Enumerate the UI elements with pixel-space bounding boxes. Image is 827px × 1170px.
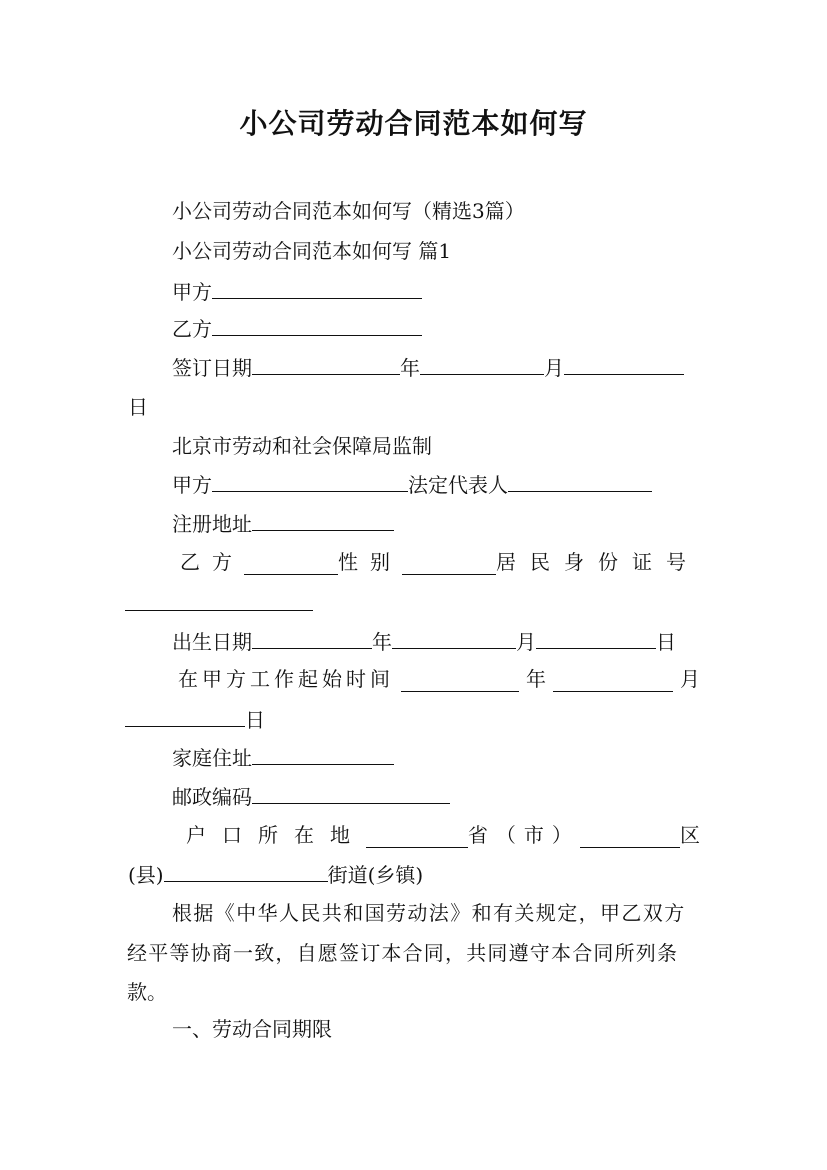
authority-line: 北京市劳动和社会保障局监制 bbox=[172, 434, 432, 458]
home-address-blank bbox=[252, 744, 394, 765]
intro-line: 小公司劳动合同范本如何写（精选3篇） bbox=[172, 199, 525, 223]
hukou-district-blank bbox=[580, 827, 680, 848]
sign-day-blank bbox=[564, 354, 684, 375]
work-start-line bbox=[178, 666, 700, 692]
province-label: 省（市） bbox=[467, 823, 580, 847]
party-a-name-blank bbox=[212, 471, 408, 492]
sign-date-line bbox=[172, 354, 684, 381]
work-start-day-blank bbox=[125, 706, 245, 727]
reg-address-label: 注册地址 bbox=[172, 512, 252, 536]
work-start-year-blank bbox=[401, 671, 519, 692]
year-label: 年 bbox=[400, 356, 420, 380]
legal-rep-blank bbox=[508, 471, 652, 492]
reg-address-line bbox=[172, 510, 394, 537]
document-title: 小公司劳动合同范本如何写 bbox=[239, 107, 588, 140]
work-start-year-label: 年 bbox=[526, 667, 546, 691]
party-a-label-2: 甲方 bbox=[172, 473, 212, 497]
work-start-month-label: 月 bbox=[680, 667, 700, 691]
party-b-name-blank bbox=[244, 554, 338, 575]
section-heading: 小公司劳动合同范本如何写 篇1 bbox=[172, 239, 452, 263]
party-b-blank bbox=[212, 315, 422, 336]
paragraph-line-1: 根据《中华人民共和国劳动法》和有关规定，甲乙双方 bbox=[172, 901, 686, 925]
paragraph-line-3: 款。 bbox=[127, 980, 167, 1004]
county-label: (县) bbox=[128, 863, 164, 887]
gender-label: 性别 bbox=[338, 550, 402, 574]
birth-month-label: 月 bbox=[516, 630, 536, 654]
hukou-street-blank bbox=[164, 861, 328, 882]
postcode-label: 邮政编码 bbox=[172, 785, 252, 809]
party-b-label-2: 乙方 bbox=[180, 550, 244, 574]
work-start-day-line bbox=[125, 706, 265, 733]
birth-date-label: 出生日期 bbox=[172, 630, 252, 654]
work-start-month-blank bbox=[553, 671, 673, 692]
party-a-blank bbox=[212, 278, 422, 299]
postcode-blank bbox=[252, 783, 450, 804]
district-label: 区 bbox=[680, 823, 700, 847]
id-number-line bbox=[125, 590, 313, 617]
hukou-line bbox=[186, 822, 700, 848]
sign-date-label: 签订日期 bbox=[172, 356, 252, 380]
birth-day-label: 日 bbox=[656, 630, 676, 654]
id-number-label: 居民身份证号 bbox=[496, 550, 700, 574]
work-start-label: 在甲方工作起始时间 bbox=[178, 667, 394, 691]
hukou-label: 户口所在地 bbox=[186, 823, 366, 847]
party-b-label: 乙方 bbox=[172, 317, 212, 341]
party-a-line bbox=[172, 278, 422, 305]
birth-day-blank bbox=[536, 628, 656, 649]
paragraph-line-2: 经平等协商一致，自愿签订本合同，共同遵守本合同所列条 bbox=[127, 941, 679, 965]
postcode-line bbox=[172, 783, 450, 810]
month-label: 月 bbox=[544, 356, 564, 380]
home-address-line bbox=[172, 744, 394, 771]
hukou-street-line bbox=[128, 861, 423, 888]
party-a-label: 甲方 bbox=[172, 280, 212, 304]
work-start-day-label: 日 bbox=[245, 708, 265, 732]
home-address-label: 家庭住址 bbox=[172, 746, 252, 770]
clause-1-heading: 一、劳动合同期限 bbox=[172, 1017, 332, 1041]
hukou-province-blank bbox=[366, 827, 468, 848]
legal-rep-label: 法定代表人 bbox=[408, 473, 508, 497]
gender-blank bbox=[402, 554, 496, 575]
street-label: 街道(乡镇) bbox=[327, 863, 424, 887]
party-b-line bbox=[172, 315, 422, 342]
birth-month-blank bbox=[392, 628, 516, 649]
birth-year-blank bbox=[252, 628, 372, 649]
sign-day-label: 日 bbox=[128, 395, 148, 419]
birth-year-label: 年 bbox=[372, 630, 392, 654]
sign-year-blank bbox=[252, 354, 400, 375]
party-b-info-line bbox=[180, 549, 700, 575]
reg-address-blank bbox=[252, 510, 394, 531]
birth-date-line bbox=[172, 628, 676, 655]
party-a-rep-line bbox=[172, 471, 652, 498]
id-number-blank bbox=[125, 590, 313, 611]
sign-month-blank bbox=[420, 354, 544, 375]
